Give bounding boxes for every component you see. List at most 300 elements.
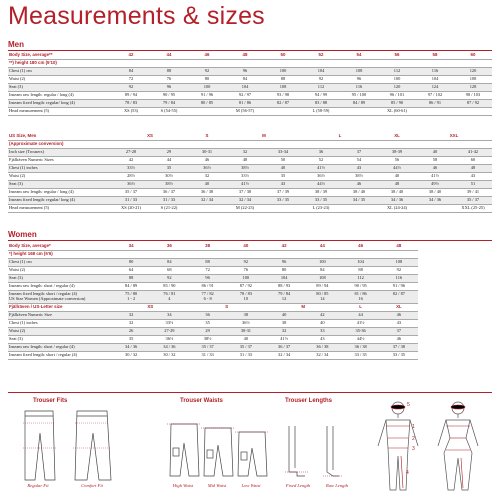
table-cell: 124 [416,84,454,92]
trouser-lengths-illustration [283,418,363,480]
table-cell: 84 [112,68,150,76]
table-cell: 108 [340,68,378,76]
table-cell: 34 / 36 [416,197,454,205]
row-label: Inseam raw length: regular / long (4) [8,189,112,197]
table-row [8,181,492,189]
marker-4: 4 [406,470,409,476]
table-row [8,352,418,360]
table-cell [340,205,378,213]
us-size-value: 6 - 8 [189,296,227,304]
marker-5: 5 [407,402,410,408]
size-header: 46 [342,243,380,251]
trouser-waists-title: Trouser Waists [180,398,223,404]
table-cell: 38 [265,320,303,328]
table-cell: 36½ [150,336,188,344]
table-cell: 35 [112,336,150,344]
table-cell: 88 [189,259,227,267]
table-cell: 91 / 96 [380,283,418,291]
table-cell: 34 / 35 [340,197,378,205]
header-sublabel: (Approximate conversion) [8,141,492,149]
row-label: Seat (3) [8,275,112,283]
us-size-value [380,296,418,304]
table-row [8,157,492,165]
header-label: Fjällräven / US-Letter size [8,304,112,312]
table-cell: 39 / 41 [454,189,492,197]
table-cell: 30-31 [188,149,226,157]
size-header: 44 [303,243,341,251]
table-cell: 92 [227,259,265,267]
table-cell: 88 [112,275,150,283]
table-cell: XXL (25-25) [454,205,492,213]
table-cell: 108 [264,84,302,92]
table-cell: 32 [188,173,226,181]
size-header: 58 [416,52,454,60]
header-row [8,141,492,149]
table-cell: 38½ [226,165,264,173]
table-cell: 46 [340,181,378,189]
table-cell: 86 / 91 [189,283,227,291]
table-cell: 44½ [342,336,380,344]
table-cell: 80 [265,267,303,275]
table-cell: 36 [189,312,227,320]
table-cell: 96 / 101 [378,92,416,100]
row-label: Inseam raw length: short / regular (4) [8,344,112,352]
table-row [8,84,492,92]
row-label: Seat (3) [8,336,112,344]
header-row [8,133,492,141]
table-cell: 84 / 89 [340,100,378,108]
table-cell: 88 [264,76,302,84]
table-cell: 120 [454,68,492,76]
table-cell: 44 [150,157,188,165]
row-label: Waist (2) [8,76,112,84]
table-cell: 36½ [188,165,226,173]
table-cell: 83 / 88 [302,100,340,108]
table-cell [340,108,378,116]
table-row [8,149,492,157]
table-cell: 89 / 94 [112,92,150,100]
table-cell: 35 [189,320,227,328]
table-cell: 128 [454,84,492,92]
table-cell: 46 [380,336,418,344]
table-cell: 116 [416,68,454,76]
table-cell: 79 / 84 [150,100,188,108]
table-cell: 35 / 37 [454,197,492,205]
table-cell: 96 [150,84,188,92]
table-cell: XS (20-21) [112,205,150,213]
table-cell: 36 / 37 [265,344,303,352]
table-cell: 43 [264,181,302,189]
table-cell: 33½ [226,173,264,181]
table-cell: 38-39 [378,149,416,157]
size-header: 34 [112,243,150,251]
table-cell: 30-31 [227,328,265,336]
men-heading: Men [8,40,24,49]
table-cell: 92 [302,76,340,84]
table-cell: 36½ [302,173,340,181]
table-cell: 41½ [302,165,340,173]
men-us-size-table [8,133,492,213]
table-cell: 35 [150,165,188,173]
table-cell: 80 / 85 [303,291,341,299]
table-cell: 104 [416,76,454,84]
table-cell: 48 [226,157,264,165]
table-cell: 77 / 82 [189,291,227,299]
table-cell: 84 [150,259,188,267]
table-cell: 40 [227,336,265,344]
size-header: 56 [378,52,416,60]
us-size-header: S [188,133,226,141]
table-cell: 37 [340,149,378,157]
table-cell: 104 [226,84,264,92]
table-cell: 64 [112,267,150,275]
row-label: Inseam raw length: short / regular (4) [8,283,112,291]
row-label: Head measurement (5) [8,108,112,116]
table-cell: 37 / 39 [264,189,302,197]
table-cell: 37 / 38 [380,344,418,352]
table-cell: 42 [303,312,341,320]
table-cell: 58 [416,157,454,165]
table-cell: S (54-55) [150,108,188,116]
table-cell: 108 [454,76,492,84]
row-label: Inseam fixed length: short / regular (4) [8,352,112,360]
table-cell: 89 / 94 [303,283,341,291]
table-cell: 49½ [416,181,454,189]
row-label: Inseam fixed length: regular/ long (4) [8,197,112,205]
table-cell: 33 / 35 [380,352,418,360]
table-cell: 116 [340,84,378,92]
table-cell: 30 / 32 [150,352,188,360]
table-cell: 52 [302,157,340,165]
table-cell: 82 / 87 [380,291,418,299]
table-cell: 92 [150,275,188,283]
table-cell: 44½ [378,165,416,173]
table-cell: 32 / 34 [226,197,264,205]
table-cell: 32 / 34 [188,197,226,205]
header-label: US Size Women (Approximate conversion) [8,296,112,304]
table-row [8,197,492,205]
table-cell: 36 [302,149,340,157]
women-heading: Women [8,230,37,239]
table-cell [188,108,226,116]
table-cell: 91 / 96 [188,92,226,100]
table-cell: XL (60-61) [378,108,416,116]
table-cell: 112 [302,84,340,92]
row-label: Seat (3) [8,84,112,92]
trouser-waists-illustration [165,418,275,480]
table-cell: 100 [264,68,302,76]
size-header: 52 [302,52,340,60]
illustration-divider [8,392,492,393]
table-cell: 92 [188,68,226,76]
table-cell: 84 / 89 [112,283,150,291]
caption-mid-waist: Mid Waist [207,483,227,488]
table-cell: 37 [380,328,418,336]
table-cell: 90 / 95 [342,283,380,291]
us-size-header: XXL [416,133,492,141]
table-cell: 87 / 92 [454,100,492,108]
row-label: Inseam fixed length: regular/ long (4) [8,100,112,108]
table-cell: 32 / 34 [265,352,303,360]
table-cell: 112 [378,68,416,76]
size-header: 50 [264,52,302,60]
table-cell: 96 [189,275,227,283]
table-cell: 33 / 35 [302,197,340,205]
table-row [8,165,492,173]
row-label: Fjällräven Numeric Size [8,312,112,320]
table-cell: 78 / 83 [112,100,150,108]
men-divider [8,50,492,51]
table-cell: 104 [302,68,340,76]
table-cell: 104 [342,259,380,267]
table-cell: 30½ [150,173,188,181]
table-cell: 85 / 90 [378,100,416,108]
us-size-row [8,296,418,304]
table-row [8,108,492,116]
table-cell: 32 [265,328,303,336]
marker-1: 1 [412,424,415,430]
table-cell: 36½ [227,320,265,328]
table-cell: 72 [112,76,150,84]
table-cell: 35 / 37 [112,189,150,197]
table-cell: 34 / 36 [112,344,150,352]
table-cell: 120 [378,84,416,92]
body-measurement-figures [368,398,493,496]
size-header: 48 [380,243,418,251]
table-cell: 87 / 92 [227,283,265,291]
table-cell: 90 / 95 [150,92,188,100]
header-sublabel: *) height 168 cm (5'6) [8,251,418,259]
table-cell: 51 [454,181,492,189]
table-cell: 48 [454,165,492,173]
table-row [8,259,418,267]
table-cell: 31 / 33 [150,197,188,205]
header-row [8,60,492,68]
page-title: Measurements & sizes [8,2,265,30]
size-header: 38 [189,243,227,251]
table-cell: 88 [150,68,188,76]
caption-raw-length: Raw Length [325,483,349,488]
us-size-value: 14 [303,296,341,304]
table-cell: 41½ [226,181,264,189]
table-cell: 112 [342,275,380,283]
table-cell: 79 / 84 [265,291,303,299]
table-cell: 108 [380,259,418,267]
table-cell: 33½ [150,320,188,328]
table-cell: 40 [303,320,341,328]
table-cell: M (22-23) [226,205,264,213]
table-row [8,328,418,336]
size-header: 46 [188,52,226,60]
table-row [8,344,418,352]
table-cell: 76 [150,76,188,84]
table-cell: 30 / 32 [112,352,150,360]
table-cell: 44½ [302,181,340,189]
table-cell: M (56-57) [226,108,264,116]
table-cell: 33½ [112,165,150,173]
caption-fixed-length: Fixed Length [285,483,311,488]
letter-size-header: XS [112,304,189,312]
table-cell: 38 [227,312,265,320]
table-cell: 80 [188,76,226,84]
table-cell: 68 [150,267,188,275]
table-cell: 94 / 99 [302,92,340,100]
table-cell: 100 [188,84,226,92]
table-cell [188,205,226,213]
table-row [8,76,492,84]
table-cell: 54 [340,157,378,165]
row-label: Waist (2) [8,328,112,336]
caption-comfort-fit: Comfort Fit [81,483,103,488]
men-body-size-table [8,52,492,116]
table-row [8,173,492,181]
us-size-header: L [302,133,378,141]
row-label: Waist (2) [8,173,112,181]
table-cell: 34 / 36 [150,344,188,352]
table-cell: 80 / 85 [188,100,226,108]
size-header: 48 [226,52,264,60]
table-cell: 38 / 40 [416,189,454,197]
us-size-value: 10 [227,296,265,304]
row-label: Inseam fixed length: short / regular (4) [8,291,112,299]
table-cell: 36 / 37 [150,189,188,197]
header-label: Body Size, average** [8,52,112,60]
table-row [8,336,418,344]
header-label: US Size, Men [8,133,112,141]
table-cell: 32 [226,149,264,157]
table-cell: 31 / 33 [112,197,150,205]
table-cell: 38½ [189,336,227,344]
table-cell: XS (53) [112,108,150,116]
trouser-fits-title: Trouser Fits [33,398,68,404]
table-cell: 40 [264,165,302,173]
table-cell: 46 [188,157,226,165]
table-cell: 41½ [342,320,380,328]
size-header: 36 [150,243,188,251]
table-cell: 96 [265,259,303,267]
header-row [8,251,418,259]
table-row [8,189,492,197]
letter-size-header: S [189,304,266,312]
table-cell: 92 [380,267,418,275]
table-cell: 41½ [416,173,454,181]
table-cell: 80 [112,259,150,267]
table-cell: 92 [112,84,150,92]
row-label: Inseam raw length: regular / long (4) [8,92,112,100]
table-cell: 40 [265,312,303,320]
table-cell: 50 [264,157,302,165]
table-cell: 76 / 81 [150,291,188,299]
table-cell: 43 [303,336,341,344]
table-cell: 72 [189,267,227,275]
table-cell: 97 / 102 [416,92,454,100]
us-size-header: XL [378,133,416,141]
table-row [8,100,492,108]
table-cell: 36½ [112,181,150,189]
table-cell: 48 [378,181,416,189]
table-cell: 98 / 103 [454,92,492,100]
table-cell: 38 / 40 [378,189,416,197]
women-divider [8,240,492,241]
table-cell: 81 / 86 [342,291,380,299]
us-size-header: M [226,133,302,141]
table-cell: 35-36 [342,328,380,336]
table-cell: 34 [150,312,188,320]
table-cell: 100 [378,76,416,84]
table-cell: 44 [342,312,380,320]
row-label: Chest (1) cm [8,259,112,267]
table-cell: 38½ [340,173,378,181]
table-cell: 26 [112,328,150,336]
marker-2: 2 [412,436,415,442]
table-cell [264,108,302,116]
row-label: Waist (2) [8,267,112,275]
women-us-size-table [8,296,418,360]
table-cell: 38 / 40 [340,189,378,197]
trouser-fits-illustration [15,408,125,483]
table-cell: 75 / 80 [112,291,150,299]
table-row [8,267,418,275]
table-row [8,312,418,320]
table-cell [416,108,454,116]
table-row [8,92,492,100]
table-cell: 32 [112,320,150,328]
row-label: Chest (1) inches [8,165,112,173]
table-cell: 31 / 33 [227,352,265,360]
table-cell: 76 [227,267,265,275]
size-header: 42 [112,52,150,60]
table-cell: 40 [188,181,226,189]
table-cell: 84 [226,76,264,84]
table-cell: 88 [342,267,380,275]
women-body-size-table [8,243,418,299]
table-cell: 38 / 39 [302,189,340,197]
row-label: Inch size (Trousers) [8,149,112,157]
table-cell: 41-42 [454,149,492,157]
table-cell: 86 / 91 [416,100,454,108]
table-cell: 43 [454,173,492,181]
table-cell [454,108,492,116]
letter-size-header: XL [380,304,418,312]
row-label: Chest (1) cm [8,68,112,76]
row-label: Fjällräven Numeric Sizes [8,157,112,165]
row-label: Seat (3) [8,181,112,189]
table-cell: 108 [303,275,341,283]
us-size-value: 16 [342,296,380,304]
header-sublabel: **) height 180 cm (5'10) [8,60,492,68]
table-cell: 33 / 35 [264,197,302,205]
caption-regular-fit: Regular Fit [27,483,49,488]
table-cell: 36 / 38 [303,344,341,352]
us-size-header: XS [112,133,188,141]
table-cell: 37 / 38 [226,189,264,197]
us-size-value: 1 - 2 [112,296,150,304]
table-row [8,68,492,76]
caption-low-waist: Low Waist [241,483,261,488]
table-cell: 60 [454,157,492,165]
letter-size-header: L [342,304,380,312]
table-cell: 104 [265,275,303,283]
table-cell: 36 / 38 [342,344,380,352]
letter-size-header: M [265,304,342,312]
table-cell: 85 / 90 [150,283,188,291]
header-row [8,243,418,251]
table-cell: 88 / 93 [265,283,303,291]
row-label: Chest (1) inches [8,320,112,328]
table-cell: 56 [378,157,416,165]
table-cell: L (23-23) [302,205,340,213]
table-cell: 81 / 86 [226,100,264,108]
